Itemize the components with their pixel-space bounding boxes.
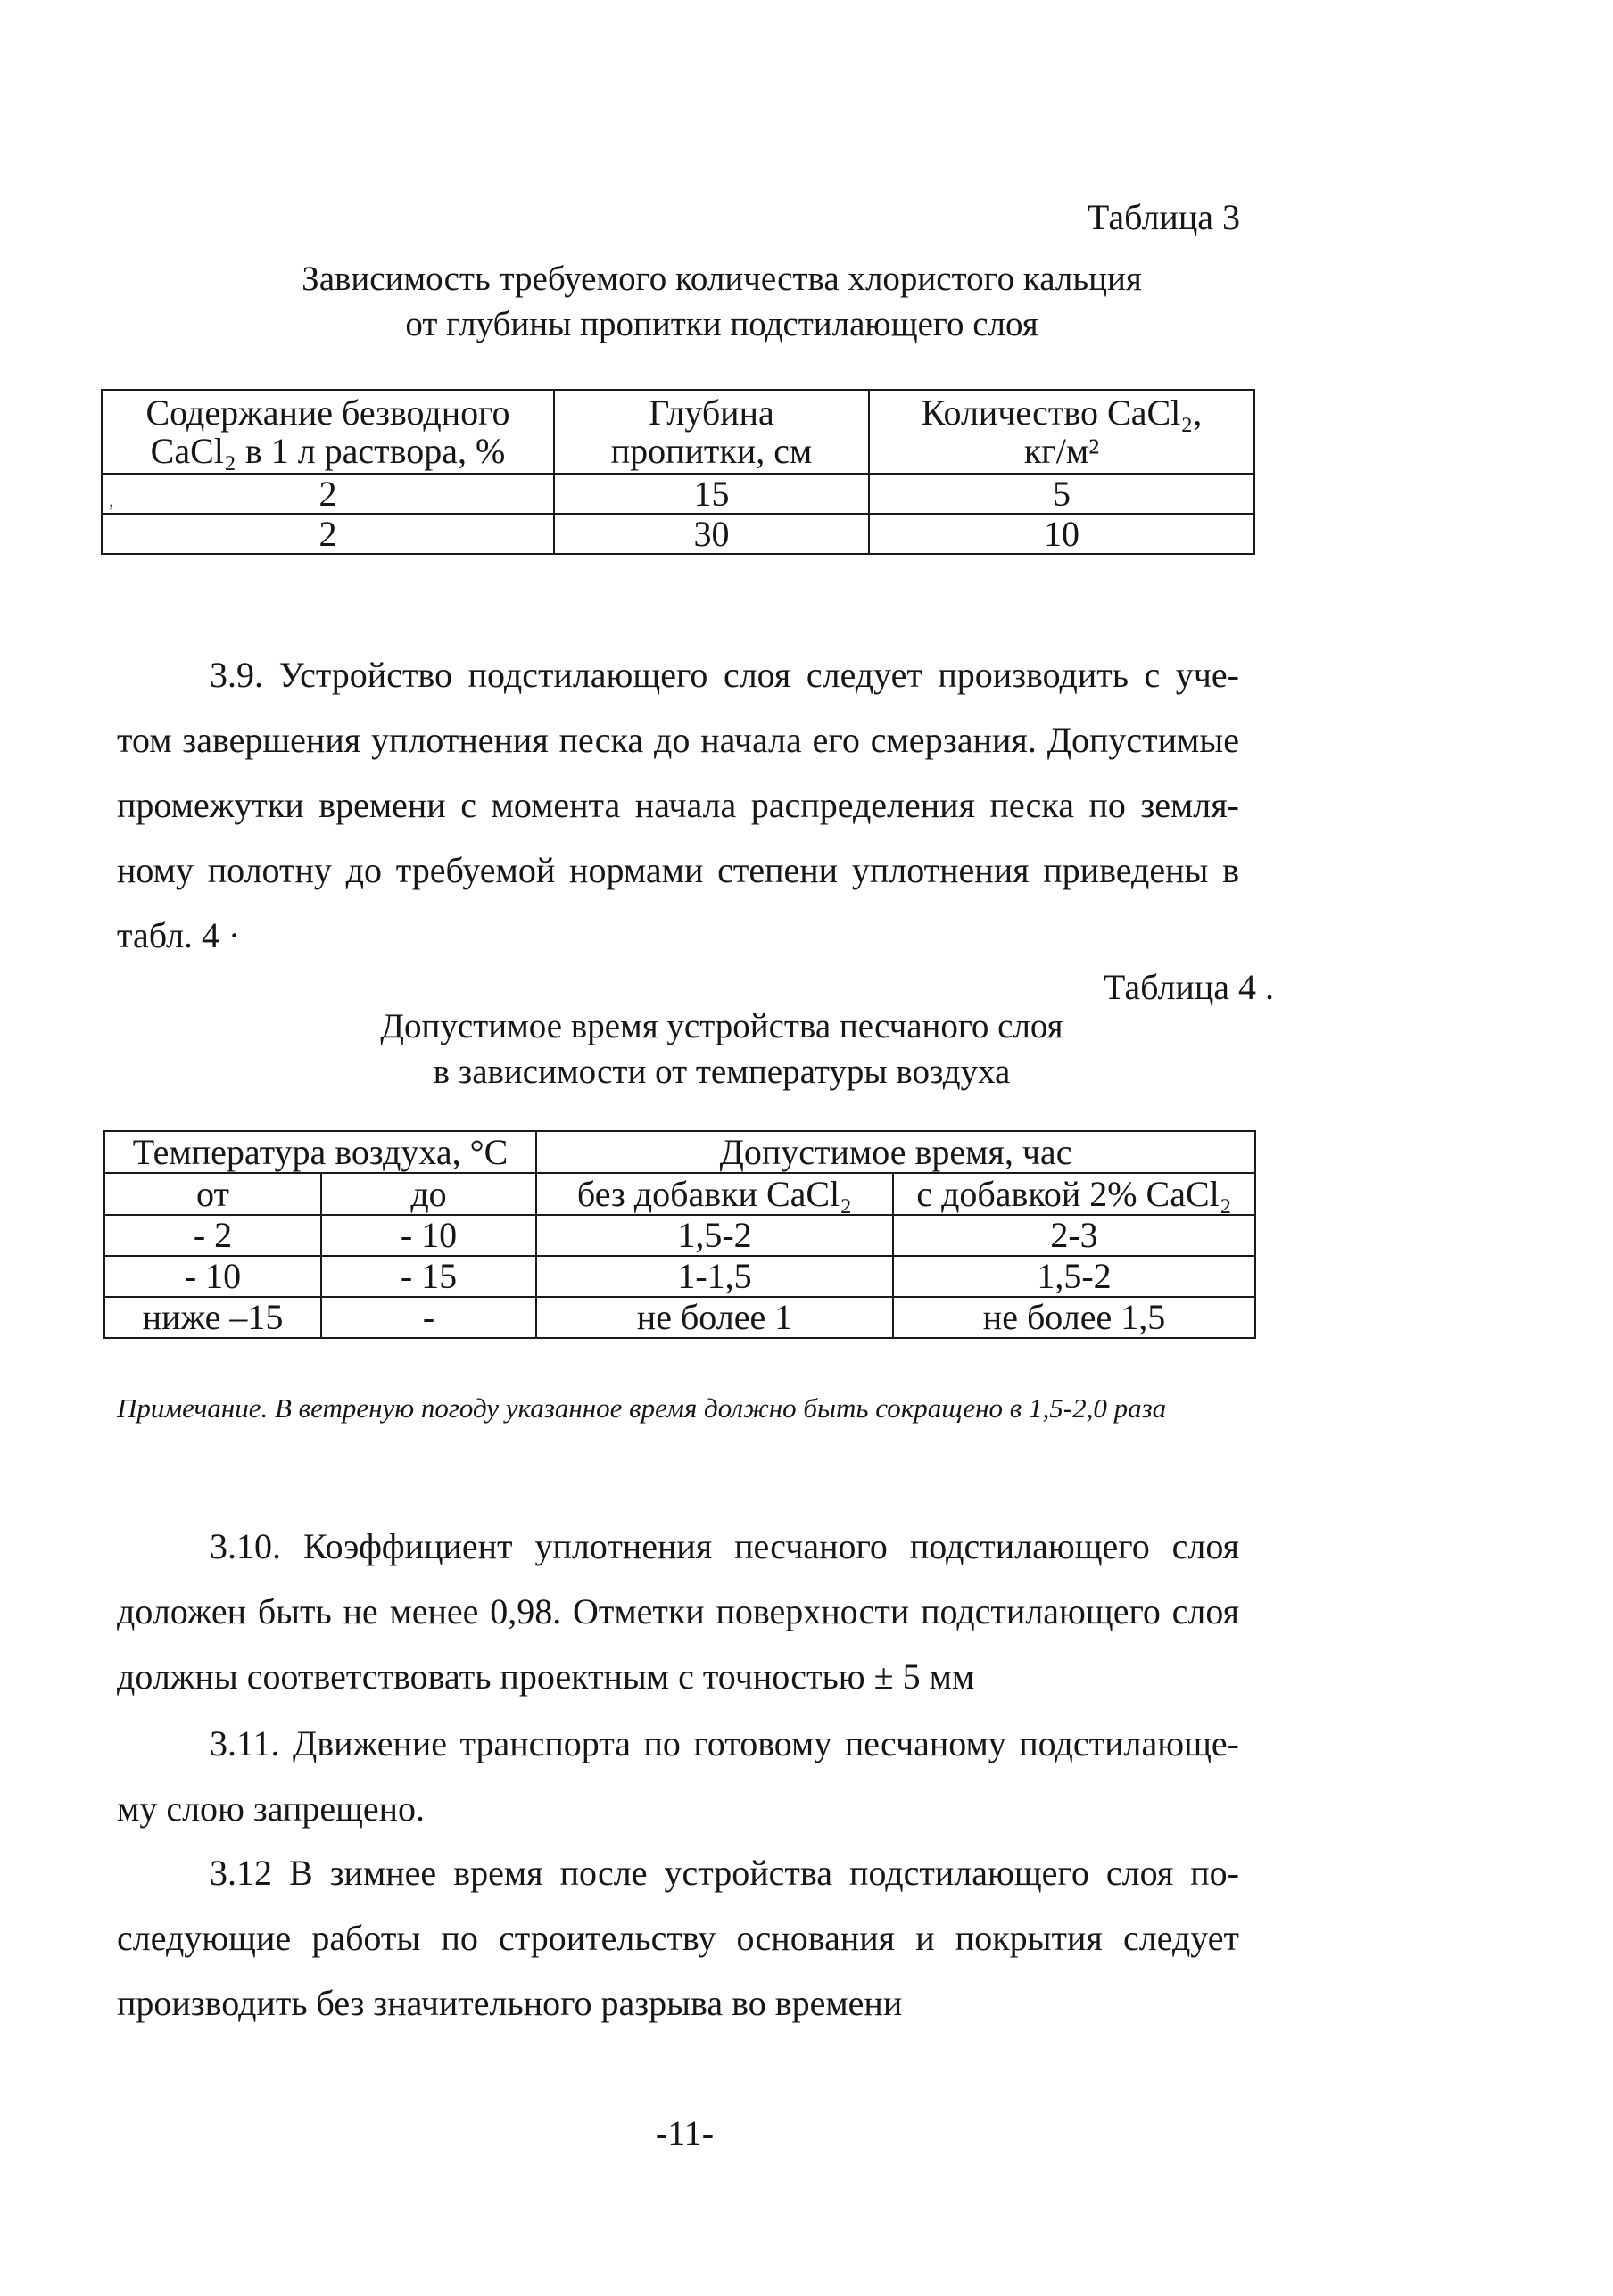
paragraph-line: табл. 4 · [117,915,241,955]
table3-header-amount: Количество CaCl₂, кг/м² [869,390,1254,474]
table-cell: 2 [102,474,554,514]
table4-caption-line2: в зависимости от температуры воздуха [433,1053,1011,1091]
table4-subheader-without: без добавки CaCl₂ [536,1173,893,1215]
table4-header-time: Допустимое время, час [536,1131,1255,1173]
paragraph-line: промежутки времени с момента начала распределения песка по земля- [117,785,1239,825]
table4-subheader-row [104,1173,1255,1215]
table4-note: Примечание. В ветреную погоду указанное время должно быть сокращено в 1,5-2,0 раза [117,1392,1167,1424]
table-cell: - [321,1297,536,1338]
table4-label: Таблица 4 . [1103,967,1274,1007]
paragraph-3-12: 3.12 В зимнее время после устройства подстилающего слоя по-следующие работы по строительству основания и покрытия следует производить без значительного разрыва во времени [117,1853,1239,2023]
table-cell: - 15 [321,1256,536,1297]
table3 [101,389,1255,555]
table-row [104,1256,1255,1297]
table-row [102,474,1254,514]
table-cell: - 10 [104,1256,321,1297]
table-cell: 10 [869,514,1254,554]
table3-header-content: Содержание безводного CaCl₂ в 1 л раствора, % [102,390,554,474]
table4 [103,1130,1256,1339]
table-row [104,1297,1255,1338]
paragraph-3-11: 3.11. Движение транспорта по готовому песчаному подстилающе-му слою запрещено. [117,1723,1239,1829]
table-cell: 30 [554,514,869,554]
table-cell: ниже –15 [104,1297,321,1338]
paragraph-line: том завершения уплотнения песка до начала его смерзания. Допустимые [117,720,1239,760]
table-cell: 2 [102,514,554,554]
table3-caption [0,256,1443,347]
table-cell: 2-3 [893,1215,1255,1256]
table-cell: - 2 [104,1215,321,1256]
table-cell: 1,5-2 [893,1256,1255,1297]
table-cell: - 10 [321,1215,536,1256]
paragraph-line: ному полотну до требуемой нормами степени уплотнения приведены в [117,850,1239,890]
table-cell: 1,5-2 [536,1215,893,1256]
table3-caption-line2: от глубины пропитки подстилающего слоя [405,305,1038,343]
paragraph-line: 3.9. Устройство подстилающего слоя следует производить с уче- [210,655,1239,695]
table4-caption-line1: Допустимое время устройства песчаного слоя [380,1007,1063,1045]
table3-header-depth: Глубина пропитки, см [554,390,869,474]
table4-subheader-to: до [321,1173,536,1215]
table-row [104,1215,1255,1256]
table4-header-temperature: Температура воздуха, °С [104,1131,536,1173]
table3-caption-line1: Зависимость требуемого количества хлористого кальция [302,260,1142,298]
scan-artifact-mark: , [109,489,114,511]
table4-subheader-from: от [104,1173,321,1215]
table-cell: не более 1 [536,1297,893,1338]
table4-header-row [104,1131,1255,1173]
table3-header-row [102,390,1254,474]
table-cell: не более 1,5 [893,1297,1255,1338]
table3-label: Таблица 3 [1087,197,1240,237]
paragraph-3-9 [117,642,1239,968]
table-cell: 1-1,5 [536,1256,893,1297]
table-cell: 5 [869,474,1254,514]
table4-subheader-with: с добавкой 2% CaCl₂ [893,1173,1255,1215]
page-number: -11- [655,2113,715,2153]
table-row [102,514,1254,554]
table-cell: 15 [554,474,869,514]
paragraph-3-10: 3.10. Коэффициент уплотнения песчаного подстилающего слоя доложен быть не менее 0,98. Отметки поверхности подстилающего слоя должны соответствовать проектным с точностью ± 5 мм [117,1526,1239,1697]
table4-caption [0,1003,1443,1094]
